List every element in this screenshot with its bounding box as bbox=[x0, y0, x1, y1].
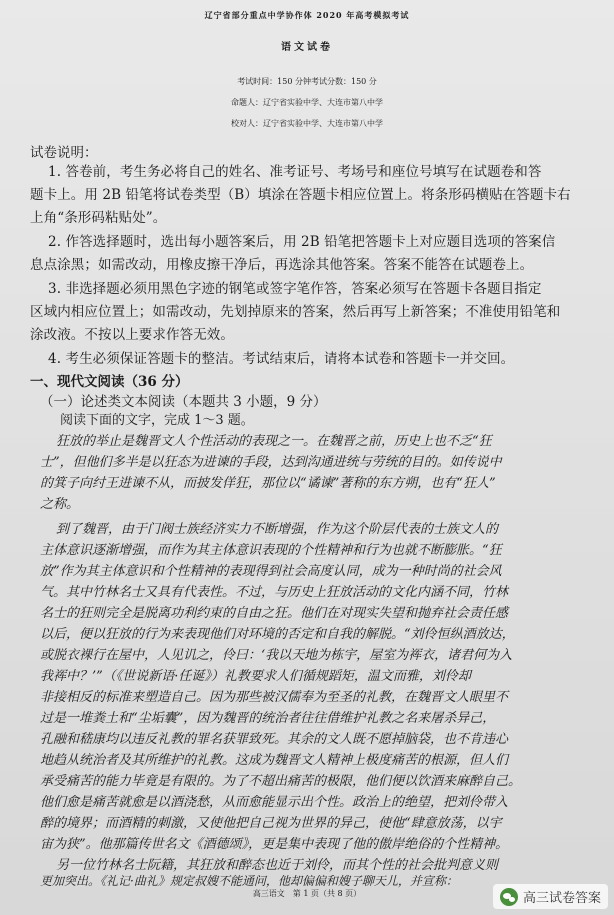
passage-line: 另一位竹林名士阮籍，其狂放和醉态也近于刘伶，而其个性的社会批判意义则 bbox=[56, 858, 499, 873]
passage-line: 非接相反的标准来塑造自己。因为那些被汉儒奉为至圣的礼教，在魏晋文人眼里不 bbox=[40, 690, 509, 705]
passage-line: 承受痛苦的能力毕竟是有限的。为了不超出痛苦的极限，他们便以饮酒来麻醉自己。 bbox=[40, 774, 522, 789]
instruction-line: 息点涂黑；如需改动，用橡皮擦干净后，再选涂其他答案。答案不能答在试题卷上。 bbox=[30, 257, 534, 273]
passage-line: 以后，便以狂放的行为来表现他们对环境的否定和自我的解脱。“刘伶恒纵酒放达， bbox=[40, 627, 515, 642]
instruction-line: 区域内相应位置上；如需改动，先划掉原来的答案，然后再写上新答案；不准使用铅笔和 bbox=[30, 304, 561, 320]
exam-title: 辽宁省部分重点中学协作体 2020 年高考模拟考试 bbox=[204, 10, 410, 20]
exam-subtitle: 语文试卷 bbox=[281, 42, 333, 53]
instruction-line: 2. 作答选择题时，选出每小题答案后，用 2B 铅笔把答题卡上对应题目选项的答案信 bbox=[48, 234, 556, 250]
passage-line: 名士的狂则完全是脱离功利约束的自由之狂。他们在对现实失望和抛弃社会责任感 bbox=[40, 606, 509, 621]
instruction-line: 题卡上。用 2B 铅笔将试卷类型（B）填涂在答题卡相应位置上。将条形码横贴在答题卡右 bbox=[30, 187, 571, 203]
exam-reviewers: 校对人：辽宁省实验中学、大连市第八中学 bbox=[231, 119, 383, 128]
passage-line: 主体意识逐渐增强，而作为其主体意识表现的个性精神和行为也就不断膨胀。“狂 bbox=[40, 543, 502, 558]
passage-line: 孔融和嵇康均以违反礼教的罪名获罪致死。其余的文人既不愿掉脑袋，也不肯违心 bbox=[40, 732, 509, 747]
section-subheading: （一）论述类文本阅读（本题共 3 小题，9 分） bbox=[40, 394, 327, 410]
passage-line: 过是一堆粪土和“尘垢囊”，因为魏晋的统治者往往借维护礼教之名来屠杀异己， bbox=[40, 711, 496, 726]
passage-line: 他们愈是痛苦就愈是以酒浇愁，从而愈能显示出个性。政治上的绝望，把刘伶带入 bbox=[40, 795, 509, 810]
passage-line: 我裈中？’”（《世说新语·任诞》）礼教要求人们循规蹈矩，温文而雅，刘伶却 bbox=[40, 669, 471, 684]
instruction-line: 1. 答卷前，考生务必将自己的姓名、准考证号、考场号和座位号填写在试题卷和答 bbox=[48, 164, 542, 180]
passage-line: 士”，但他们多半是以狂态为进谏的手段，达到沟通进统与劳统的目的。如传说中 bbox=[40, 455, 502, 470]
passage-line: 的箕子向纣王进谏不从，而披发佯狂，那位以“谲谏”著称的东方朔，也有“狂人” bbox=[40, 476, 496, 491]
passage-line: 地趋从统治者及其所维护的礼教。这成为魏晋文人精神上极度痛苦的根源，但人们 bbox=[40, 753, 509, 768]
passage-line: 气。其中竹林名士又具有代表性。不过，与历史上狂放活动的文化内涵不同，竹林 bbox=[40, 585, 509, 600]
passage-line: 放”作为其主体意识和个性精神的表现得到社会高度认同，成为一种时尚的社会风 bbox=[40, 564, 502, 579]
instruction-line: 3. 非选择题必须用黑色字迹的钢笔或签字笔作答，答案必须写在答题卡各题目指定 bbox=[48, 281, 542, 297]
instructions-heading: 试卷说明： bbox=[30, 145, 98, 161]
reading-prompt: 阅读下面的文字，完成 1～3 题。 bbox=[60, 413, 254, 428]
watermark-badge bbox=[493, 884, 608, 909]
passage-line: 到了魏晋，由于门阀士族经济实力不断增强，作为这个阶层代表的士族文人的 bbox=[56, 522, 499, 537]
passage-line: 宙为狭”。他那篇传世名文《酒德颂》，更是集中表现了他的傲岸绝俗的个性精神。 bbox=[40, 837, 509, 852]
instruction-line: 4. 考生必须保证答题卡的整洁。考试结束后，请将本试卷和答题卡一并交回。 bbox=[48, 351, 515, 367]
exam-info: 考试时间：150 分钟考试分数：150 分 bbox=[237, 77, 377, 86]
wechat-icon bbox=[500, 888, 518, 906]
instruction-line: 涂改液。不按以上要求作答无效。 bbox=[30, 327, 234, 343]
passage-line: 狂放的举止是魏晋文人个性活动的表现之一。在魏晋之前，历史上也不乏“狂 bbox=[56, 434, 492, 449]
exam-authors: 命题人：辽宁省实验中学、大连市第八中学 bbox=[231, 98, 383, 107]
watermark-text: 高三试卷答案 bbox=[522, 891, 601, 906]
passage-line: 醉的境界；而酒精的刺激，又使他把自己视为世界的异己，使他“肆意放荡，以宇 bbox=[40, 816, 502, 831]
passage-line: 之称。 bbox=[40, 497, 80, 512]
page-footer: 高三语文 第 1 页（共 8 页） bbox=[252, 889, 362, 898]
instruction-line: 上角“条形码粘贴处”。 bbox=[30, 210, 167, 226]
section-heading: 一、现代文阅读（36 分） bbox=[30, 374, 189, 390]
passage-line: 或脱衣裸行在屋中，人见讥之，伶曰：‘我以天地为栋宇，屋室为裈衣，诸君何为入 bbox=[40, 648, 513, 663]
passage-line: 更加突出。《礼记·曲礼》规定叔嫂不能通问，他却偏偏和嫂子聊天儿，并宣称： bbox=[40, 874, 458, 888]
